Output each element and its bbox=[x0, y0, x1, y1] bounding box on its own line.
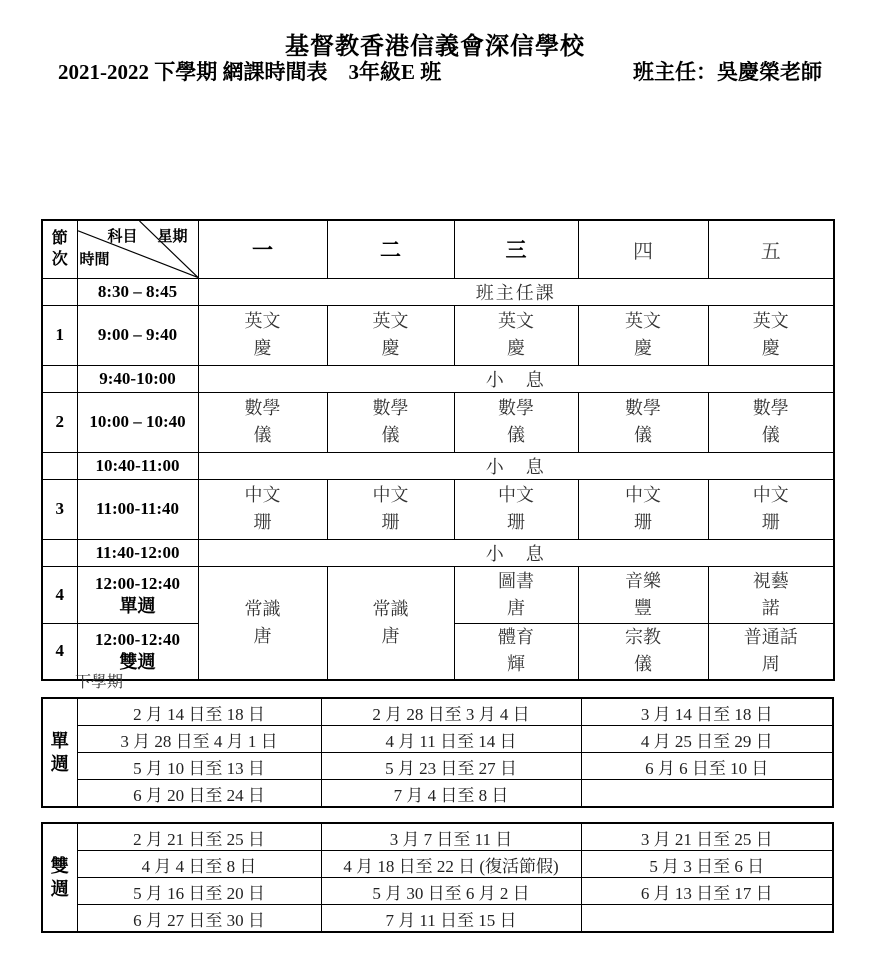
date-range-cell: 4 月 25 日至 29 日 bbox=[581, 726, 833, 753]
time-axis-label: 時間 bbox=[79, 252, 110, 268]
time-cell: 8:30 – 8:45 bbox=[77, 278, 198, 305]
day-header-tue: 二 bbox=[327, 220, 454, 278]
even-weeks-row bbox=[42, 905, 833, 933]
date-range-cell: 5 月 3 日至 6 日 bbox=[581, 851, 833, 878]
lesson-cell: 中文 珊 bbox=[454, 479, 578, 539]
date-range-cell: 3 月 7 日至 11 日 bbox=[321, 823, 581, 851]
period-number-cell: 4 bbox=[42, 623, 77, 680]
odd-weeks-row bbox=[42, 753, 833, 780]
odd-weeks-table bbox=[41, 697, 834, 808]
lesson-cell: 英文 慶 bbox=[708, 305, 834, 365]
period-number-cell bbox=[42, 278, 77, 305]
date-range-cell: 3 月 21 日至 25 日 bbox=[581, 823, 833, 851]
day-header-mon: 一 bbox=[198, 220, 327, 278]
odd-weeks-row bbox=[42, 698, 833, 726]
date-range-cell: 5 月 23 日至 27 日 bbox=[321, 753, 581, 780]
lesson-cell: 英文 慶 bbox=[327, 305, 454, 365]
date-range-cell: 3 月 14 日至 18 日 bbox=[581, 698, 833, 726]
even-weeks-table bbox=[41, 822, 834, 933]
period-number-cell bbox=[42, 539, 77, 566]
timetable bbox=[41, 219, 835, 681]
odd-week-row-label: 單週 bbox=[42, 698, 77, 807]
timetable-header-row bbox=[42, 220, 834, 278]
weekday-axis-label: 星期 bbox=[157, 229, 188, 245]
lesson-cell: 體育 輝 bbox=[454, 623, 578, 680]
date-range-cell: 5 月 30 日至 6 月 2 日 bbox=[321, 878, 581, 905]
lesson-cell: 數學 儀 bbox=[454, 392, 578, 452]
date-range-cell bbox=[581, 780, 833, 808]
period-3-row bbox=[42, 479, 834, 539]
date-range-cell bbox=[581, 905, 833, 933]
period-number-cell: 2 bbox=[42, 392, 77, 452]
lesson-cell: 中文 珊 bbox=[578, 479, 708, 539]
period-number-cell bbox=[42, 365, 77, 392]
time-cell: 11:00-11:40 bbox=[77, 479, 198, 539]
odd-weeks-row bbox=[42, 726, 833, 753]
period-number-cell: 3 bbox=[42, 479, 77, 539]
date-range-cell: 2 月 14 日至 18 日 bbox=[77, 698, 321, 726]
even-weeks-row bbox=[42, 851, 833, 878]
time-cell: 12:00-12:40 單週 bbox=[77, 566, 198, 623]
break-row bbox=[42, 365, 834, 392]
period-2-row bbox=[42, 392, 834, 452]
lesson-cell: 常識 唐 bbox=[327, 566, 454, 680]
break-row bbox=[42, 452, 834, 479]
lesson-cell: 數學 儀 bbox=[327, 392, 454, 452]
even-weeks-row bbox=[42, 878, 833, 905]
date-range-cell: 7 月 4 日至 8 日 bbox=[321, 780, 581, 808]
period-number-header: 節次 bbox=[42, 220, 77, 278]
date-range-cell: 4 月 4 日至 8 日 bbox=[77, 851, 321, 878]
odd-week-tag: 單週 bbox=[119, 595, 156, 616]
time-cell: 12:00-12:40 雙週 bbox=[77, 623, 198, 680]
term-timetable-class-label: 2021-2022 下學期 網課時間表 3年級E 班 bbox=[58, 60, 442, 84]
lesson-cell: 英文 慶 bbox=[198, 305, 327, 365]
date-range-cell: 4 月 11 日至 14 日 bbox=[321, 726, 581, 753]
even-week-tag: 雙週 bbox=[119, 652, 156, 673]
period-number-cell: 1 bbox=[42, 305, 77, 365]
lesson-cell: 宗教 儀 bbox=[578, 623, 708, 680]
lesson-cell: 圖書 唐 bbox=[454, 566, 578, 623]
lesson-cell: 英文 慶 bbox=[578, 305, 708, 365]
recess-cell: 小 息 bbox=[198, 365, 834, 392]
period-number-cell: 4 bbox=[42, 566, 77, 623]
time-cell: 11:40-12:00 bbox=[77, 539, 198, 566]
recess-cell: 小 息 bbox=[198, 539, 834, 566]
date-range-cell: 4 月 18 日至 22 日 (復活節假) bbox=[321, 851, 581, 878]
subject-axis-label: 科目 bbox=[107, 229, 138, 245]
day-header-thu: 四 bbox=[578, 220, 708, 278]
break-row bbox=[42, 539, 834, 566]
homeroom-teacher-label: 班主任：吳慶榮老師 bbox=[633, 60, 822, 84]
date-range-cell: 3 月 28 日至 4 月 1 日 bbox=[77, 726, 321, 753]
even-week-row-label: 雙週 bbox=[42, 823, 77, 932]
date-range-cell: 5 月 10 日至 13 日 bbox=[77, 753, 321, 780]
document-subtitle bbox=[58, 56, 822, 86]
school-title: 基督教香港信義會深信學校 bbox=[285, 34, 585, 60]
recess-cell: 小 息 bbox=[198, 452, 834, 479]
lesson-cell: 普通話 周 bbox=[708, 623, 834, 680]
corner-diagonal-cell bbox=[77, 220, 198, 278]
term-label: 下學期 bbox=[75, 674, 124, 691]
lesson-cell: 視藝 諾 bbox=[708, 566, 834, 623]
lesson-cell: 中文 珊 bbox=[708, 479, 834, 539]
lesson-cell: 中文 珊 bbox=[327, 479, 454, 539]
period-1-row bbox=[42, 305, 834, 365]
time-cell: 10:00 – 10:40 bbox=[77, 392, 198, 452]
date-range-cell: 6 月 13 日至 17 日 bbox=[581, 878, 833, 905]
lesson-cell: 音樂 豐 bbox=[578, 566, 708, 623]
period-number-cell bbox=[42, 452, 77, 479]
lesson-cell: 數學 儀 bbox=[578, 392, 708, 452]
lesson-cell: 數學 儀 bbox=[708, 392, 834, 452]
lesson-cell: 英文 慶 bbox=[454, 305, 578, 365]
lesson-cell: 中文 珊 bbox=[198, 479, 327, 539]
odd-weeks-row bbox=[42, 780, 833, 808]
date-range-cell: 2 月 21 日至 25 日 bbox=[77, 823, 321, 851]
date-range-cell: 5 月 16 日至 20 日 bbox=[77, 878, 321, 905]
day-header-fri: 五 bbox=[708, 220, 834, 278]
time-cell: 10:40-11:00 bbox=[77, 452, 198, 479]
homeroom-class-cell: 班主任課 bbox=[198, 278, 834, 305]
time-cell: 9:40-10:00 bbox=[77, 365, 198, 392]
lesson-cell: 常識 唐 bbox=[198, 566, 327, 680]
date-range-cell: 2 月 28 日至 3 月 4 日 bbox=[321, 698, 581, 726]
date-range-cell: 6 月 27 日至 30 日 bbox=[77, 905, 321, 933]
even-weeks-row bbox=[42, 823, 833, 851]
date-range-cell: 6 月 20 日至 24 日 bbox=[77, 780, 321, 808]
lesson-cell: 數學 儀 bbox=[198, 392, 327, 452]
period-4-odd-row bbox=[42, 566, 834, 623]
date-range-cell: 7 月 11 日至 15 日 bbox=[321, 905, 581, 933]
homeroom-row bbox=[42, 278, 834, 305]
day-header-wed: 三 bbox=[454, 220, 578, 278]
date-range-cell: 6 月 6 日至 10 日 bbox=[581, 753, 833, 780]
time-cell: 9:00 – 9:40 bbox=[77, 305, 198, 365]
